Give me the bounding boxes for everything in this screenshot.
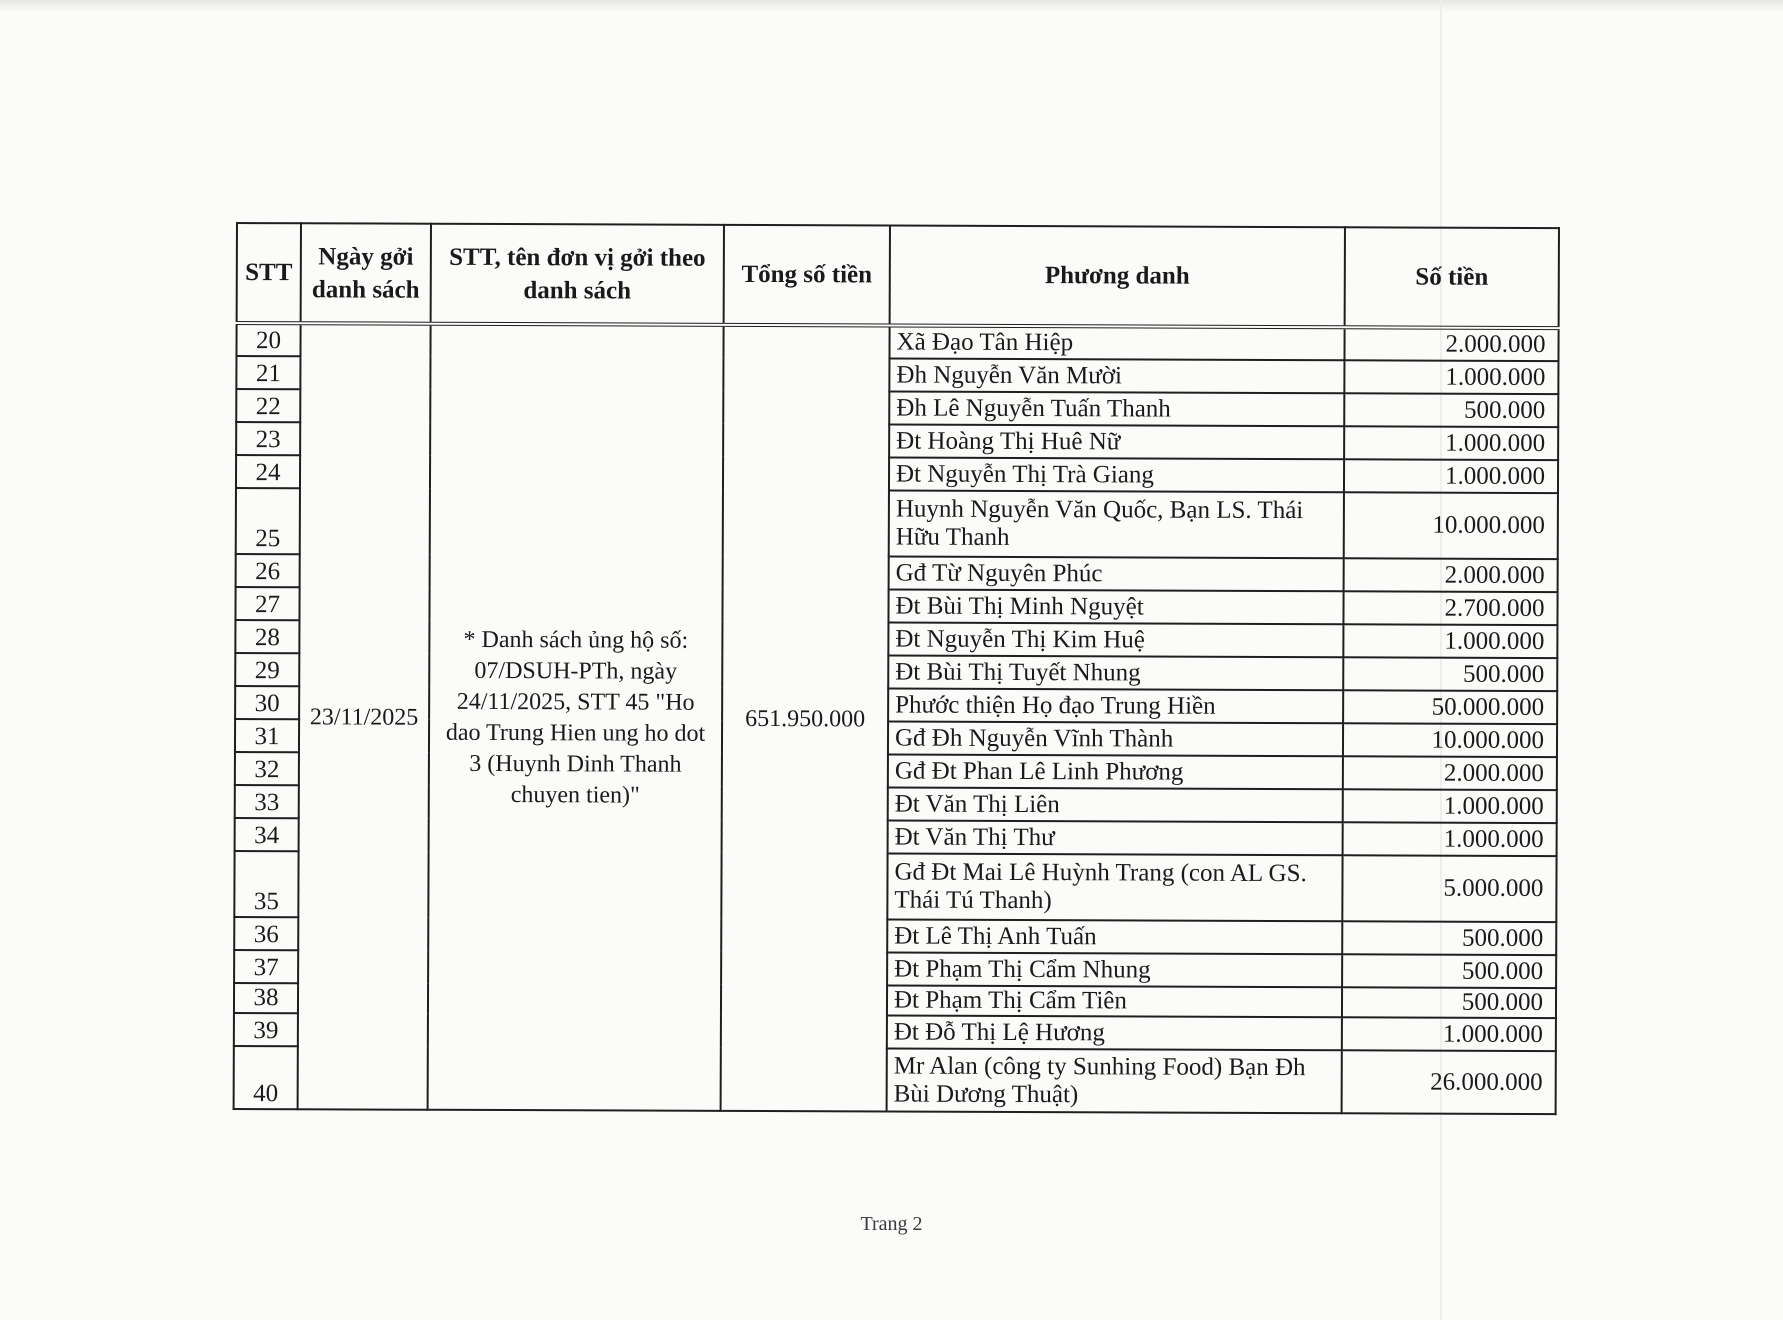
donation-amount: 500.000 (1342, 954, 1556, 988)
donation-amount: 500.000 (1344, 393, 1558, 427)
donor-name: Đt Bùi Thị Tuyết Nhung (888, 656, 1343, 691)
donor-name: Mr Alan (công ty Sunhing Food) Bạn Đh Bùi Dương Thuật) (887, 1049, 1342, 1114)
donation-amount: 500.000 (1343, 657, 1557, 691)
row-stt: 33 (235, 785, 299, 818)
donor-name: Gđ Đt Mai Lê Huỳnh Trang (con AL GS. Thái Tú Thanh) (887, 854, 1342, 922)
donation-amount: 50.000.000 (1343, 690, 1557, 724)
donor-name: Đh Lê Nguyễn Tuấn Thanh (889, 392, 1344, 427)
row-stt: 37 (234, 950, 298, 983)
row-stt: 20 (236, 323, 300, 356)
row-stt: 34 (235, 818, 299, 851)
page-number: Trang 2 (860, 1213, 923, 1235)
header-unit: STT, tên đơn vị gởi theo danh sách (431, 224, 724, 325)
donor-name: Huynh Nguyễn Văn Quốc, Bạn LS. Thái Hữu Thanh (889, 491, 1344, 559)
donor-name: Đt Nguyễn Thị Kim Huệ (888, 623, 1343, 658)
row-stt: 23 (236, 422, 300, 455)
row-stt: 29 (235, 653, 299, 686)
donor-name: Đt Nguyễn Thị Trà Giang (889, 458, 1344, 493)
donation-amount: 2.700.000 (1343, 591, 1557, 625)
row-stt: 27 (235, 587, 299, 620)
table-row (236, 323, 1558, 361)
header-stt: STT (237, 223, 301, 323)
donor-name: Gđ Đh Nguyễn Vĩnh Thành (888, 722, 1343, 757)
donation-amount: 1.000.000 (1342, 1017, 1556, 1051)
donor-name: Phước thiện Họ đạo Trung Hiền (888, 689, 1343, 724)
donation-amount: 1.000.000 (1344, 426, 1558, 460)
donor-name: Đt Văn Thị Liên (888, 788, 1343, 823)
donation-amount: 1.000.000 (1343, 789, 1557, 823)
row-stt: 30 (235, 686, 299, 719)
donation-amount: 2.000.000 (1344, 558, 1558, 592)
donor-name: Gđ Từ Nguyên Phúc (889, 557, 1344, 592)
header-total: Tổng số tiền (724, 225, 890, 326)
donation-amount: 500.000 (1342, 921, 1556, 955)
donor-name: Đt Phạm Thị Cẩm Nhung (887, 953, 1342, 988)
donor-name: Đt Lê Thị Anh Tuấn (887, 920, 1342, 955)
total-amount: 651.950.000 (721, 325, 890, 1112)
row-stt: 31 (235, 719, 299, 752)
donor-name: Đh Nguyễn Văn Mười (889, 359, 1344, 394)
row-stt: 35 (234, 851, 298, 917)
donor-name: Đt Hoàng Thị Huê Nữ (889, 425, 1344, 460)
row-stt: 40 (234, 1046, 298, 1109)
donor-name: Đt Văn Thị Thư (888, 821, 1343, 856)
donation-amount: 1.000.000 (1343, 624, 1557, 658)
donor-name: Đt Đỗ Thị Lệ Hương (887, 1016, 1342, 1051)
scan-shadow (0, 0, 1783, 12)
table-header-row (237, 223, 1559, 328)
row-stt: 39 (234, 1013, 298, 1046)
row-stt: 38 (234, 983, 298, 1013)
donation-amount: 5.000.000 (1342, 855, 1556, 922)
donor-name: Gđ Đt Phan Lê Linh Phương (888, 755, 1343, 790)
donation-amount: 10.000.000 (1343, 723, 1557, 757)
donation-amount: 1.000.000 (1343, 822, 1557, 856)
donor-name: Đt Bùi Thị Minh Nguyệt (888, 590, 1343, 625)
header-name: Phương danh (890, 226, 1345, 328)
donation-amount: 2.000.000 (1344, 327, 1558, 361)
row-stt: 36 (234, 917, 298, 950)
donation-amount: 10.000.000 (1344, 492, 1558, 559)
donation-table (233, 222, 1560, 1115)
donation-amount: 500.000 (1342, 987, 1556, 1018)
row-stt: 22 (236, 389, 300, 422)
row-stt: 21 (236, 356, 300, 389)
row-stt: 25 (236, 488, 300, 554)
row-stt: 24 (236, 455, 300, 488)
donation-amount: 1.000.000 (1344, 459, 1558, 493)
donation-amount: 2.000.000 (1343, 756, 1557, 790)
row-stt: 28 (235, 620, 299, 653)
donor-name: Đt Phạm Thị Cẩm Tiên (887, 986, 1342, 1018)
header-amount: Số tiền (1345, 227, 1559, 328)
donation-amount: 1.000.000 (1344, 360, 1558, 394)
donor-name: Xã Đạo Tân Hiệp (889, 326, 1344, 361)
submit-date: 23/11/2025 (298, 323, 431, 1109)
donation-amount: 26.000.000 (1342, 1050, 1556, 1114)
row-stt: 32 (235, 752, 299, 785)
table-body (234, 323, 1559, 1114)
row-stt: 26 (236, 554, 300, 587)
header-date: Ngày gởi danh sách (301, 223, 431, 323)
unit-note: * Danh sách ủng hộ số: 07/DSUH-PTh, ngày 24/11/2025, STT 45 "Ho dao Trung Hien ung ho dot 3 (Huynh Dinh Thanh chuyen tien)" (428, 324, 724, 1111)
